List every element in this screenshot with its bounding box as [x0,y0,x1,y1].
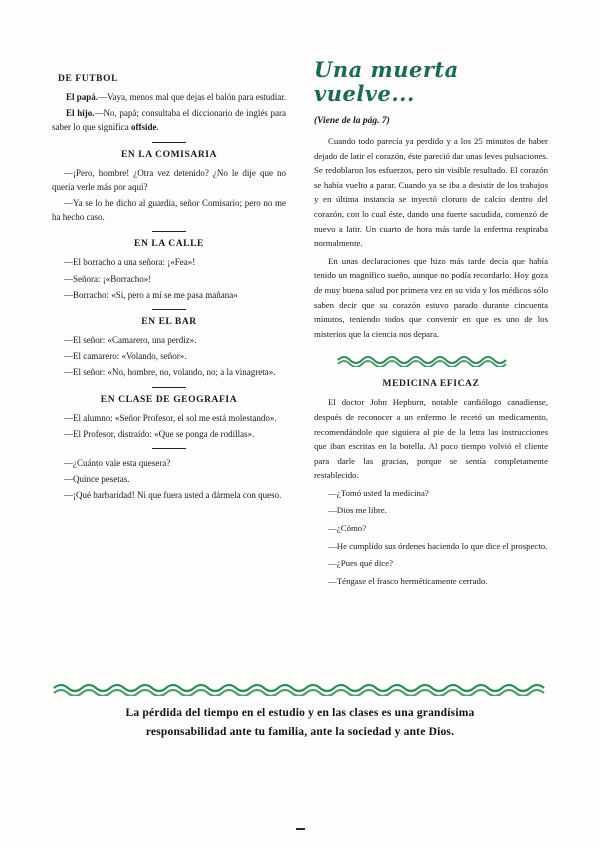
paragraph: —Borracho: «Sí, pero a mí se me pasa mañana» [64,289,238,300]
paragraph: —Dios me libre. [328,505,387,516]
continuation-note: (Viene de la pág. 7) [314,116,390,126]
paragraph: El doctor John Hepburn, notable cardiólogo canadiense, después de reconocer a un enfermo le recetó un medicamento, recomendándole que siguiera al pie de la letra las instrucciones que iban escritas en la botella. Al poco tiempo volvió el cliente para darle las gracias, porque se sentía completamente restablecido. [314,397,548,481]
paragraph: —¡Pero, hombre! ¿Otra vez detenido? ¿No le dije que no quería verle más por aquí? [52,167,286,192]
two-column-layout [52,58,548,591]
paragraph: —El camarero: «Volando, señor». [64,351,187,362]
section-heading-medicina-eficaz: MEDICINA EFICAZ [382,379,480,390]
section-divider [152,231,186,232]
paragraph: —Téngase el frasco herméticamente cerrado. [328,575,488,586]
section-divider [152,309,186,310]
paragraph: —Señora: ¡«Borracho»! [64,273,152,284]
paragraph: El papá.—Vaya, menos mal que dejas el balón para estudiar. [66,92,286,102]
paragraph: —Quince pesetas. [64,474,130,485]
paragraph: —El señor: «No, hombre, no, volando, no; a la vinagreta». [64,367,276,378]
wave-ornament-icon [336,353,526,367]
paragraph: —¿Tomó usted la medicina? [328,487,429,498]
paragraph: —El borracho a una señora: ¡«Fea»! [64,257,196,268]
paragraph: —Ya se lo he dicho al guardia, señor Comisario; pero no me ha hecho caso. [52,198,286,223]
paragraph: Cuando todo parecía ya perdido y a los 25 minutos de haber dejado de latir el corazón, éste pareció dar unas leves pulsaciones. Se redoblaron los esfuerzos, pero sin visible resultado. El corazón se había vuelto a parar. Cuando ya se iba a desistir de los trabajos y en última instancia se inyectó cloruro de calcio dentro del corazón, con lo cual éste, dando una fuerte sacudida, comenzó de nuevo a latir. Un cuarto de hora más tarde la enferma respiraba normalmente. [314,136,548,249]
paragraph: —He cumplido sus órdenes haciendo lo que dice el prospecto. [328,540,548,551]
paragraph: En unas declaraciones que hizo más tarde decía que había tenido un magnífico sueño, aunque no podía recordarlo. Hoy goza de muy buena salud por primera vez en su vida y los médicos sólo saben decir que su corazón estuvo parado durante cincuenta minutos, teniendo todos que convenir en que es uno de los misterios que la ciencia nos depara. [314,255,548,339]
paragraph: —¿Cuánto vale esta quesera? [64,458,171,469]
paragraph: —El alumno: «Señor Profesor, el sol me está molestando». [64,412,277,423]
section-divider [152,387,186,388]
wave-ornament-icon [52,682,548,696]
section-divider [152,448,186,449]
footer-line-2: responsabilidad ante tu familia, ante la sociedad y ante Dios. [145,726,455,738]
paragraph: —¿Pues qué dice? [328,558,393,569]
paragraph: —¡Qué barbaridad! Ni que fuera usted a dármela con queso. [64,490,282,501]
page-bottom-tick [296,828,305,830]
section-heading-en-el-bar: EN EL BAR [141,317,197,328]
right-column [314,58,548,591]
paragraph: —¿Cómo? [328,523,367,534]
paragraph: —El señor: «Camarero, una perdiz». [64,335,197,346]
paragraph: El hijo.—No, papá; consultaba el diccionario de inglés para saber lo que significa offside. [52,108,286,133]
section-divider [152,142,186,143]
footer-line-1: La pérdida del tiempo en el estudio y en las clases es una grandísima [125,707,475,719]
left-column [52,58,286,591]
paragraph: —El Profesor, distraído: «Que se ponga de rodillas». [64,428,255,439]
section-heading-en-clase-de-geografia: EN CLASE DE GEOGRAFIA [100,394,238,405]
footer-motto [65,704,535,742]
section-heading-en-la-comisaria: EN LA COMISARIA [120,149,218,160]
page-content [52,58,548,708]
article-title: Una muerta vuelve... [314,57,459,106]
section-heading-de-futbol: DE FUTBOL [58,74,119,84]
section-heading-en-la-calle: EN LA CALLE [134,239,204,250]
footer-block [52,672,548,742]
